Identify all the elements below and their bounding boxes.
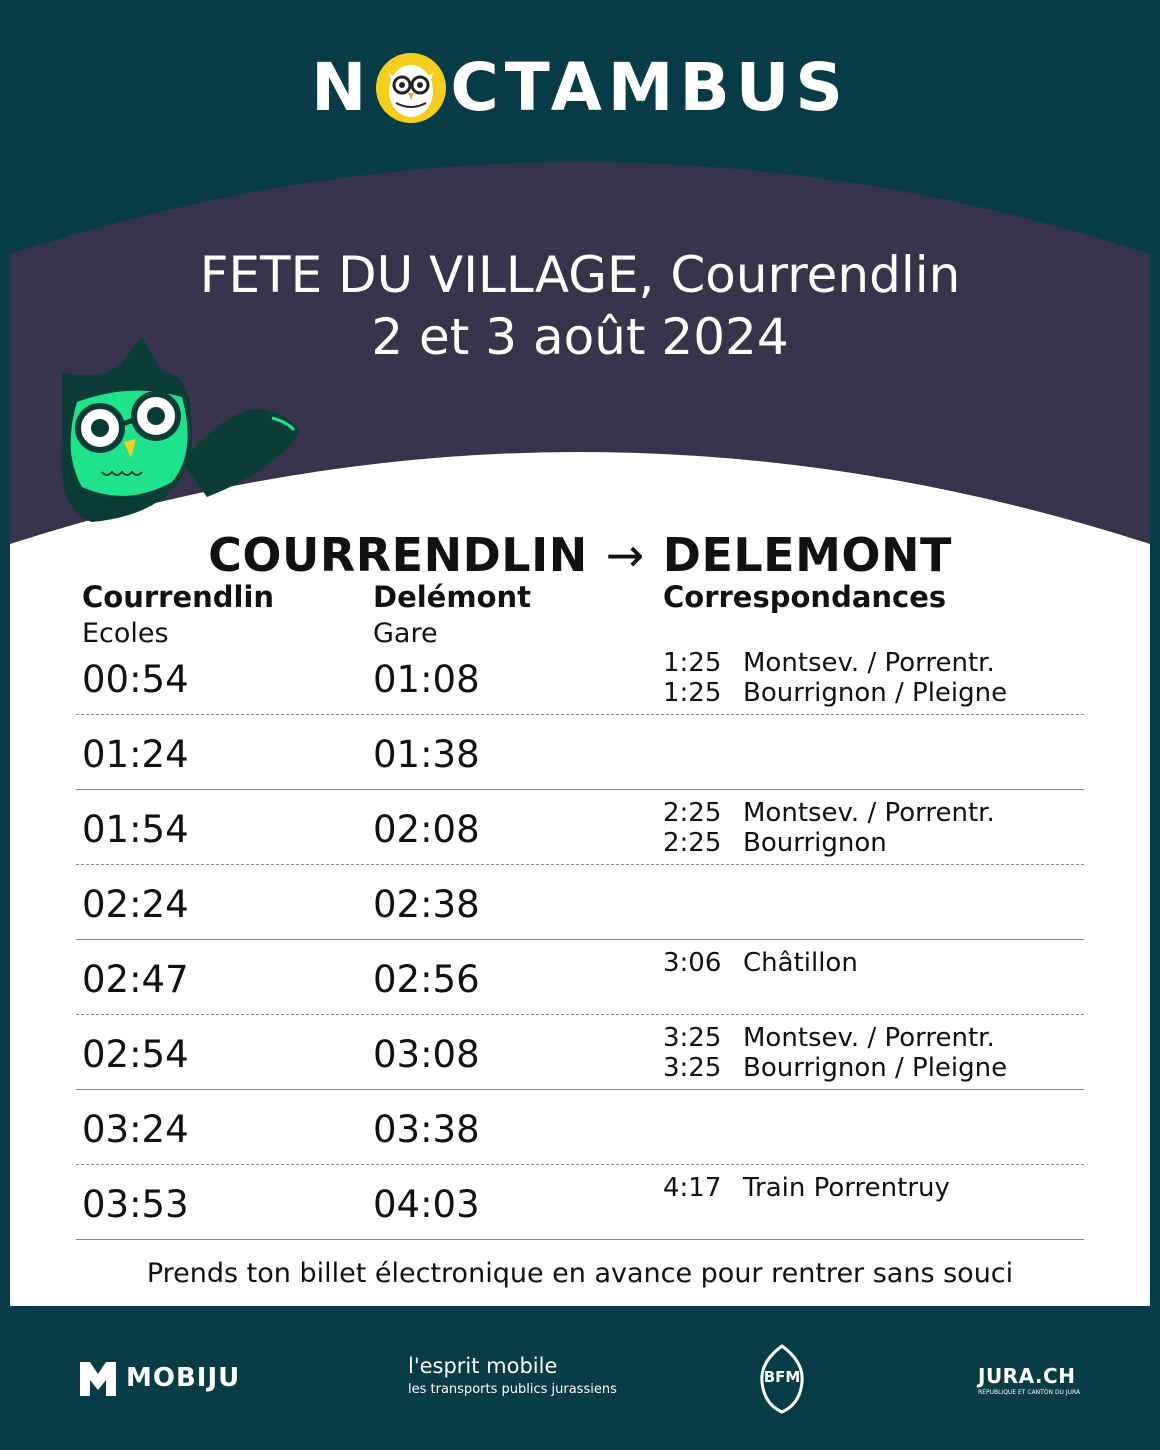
connection-destination: Bourrignon	[743, 828, 887, 858]
route-to: DELEMONT	[662, 528, 952, 582]
jura-ch-tagline: RÉPUBLIQUE ET CANTON DU JURA	[978, 1389, 1081, 1396]
connection-time: 1:25	[663, 678, 722, 708]
noctambus-logo	[0, 48, 1160, 128]
connections-cell	[663, 948, 858, 978]
connection-time: 1:25	[663, 648, 722, 678]
arrival-time: 02:08	[373, 808, 480, 851]
table-row	[76, 1015, 1084, 1090]
arrival-time: 03:38	[373, 1108, 480, 1151]
connections-cell	[663, 1173, 950, 1203]
mobiju-label: MOBIJU	[126, 1363, 241, 1393]
ticket-note: Prends ton billet électronique en avance pour rentrer sans souci	[146, 1258, 1014, 1289]
mobiju-logo	[78, 1358, 240, 1398]
table-row	[76, 1165, 1084, 1240]
mobiju-m-icon	[78, 1358, 118, 1398]
departure-time: 01:54	[82, 808, 189, 851]
arrival-time: 03:08	[373, 1033, 480, 1076]
event-title: FETE DU VILLAGE, Courrendlin	[199, 246, 961, 304]
departure-time: 00:54	[82, 658, 189, 701]
connection-time: 2:25	[663, 798, 722, 828]
bfm-logo	[752, 1342, 812, 1416]
connection-destination: Châtillon	[743, 948, 858, 978]
departure-column-title: Courrendlin	[82, 580, 275, 614]
table-row	[76, 940, 1084, 1015]
connection-time: 3:25	[663, 1053, 722, 1083]
route-heading	[0, 528, 1160, 582]
departure-time: 03:24	[82, 1108, 189, 1151]
jura-ch-logo	[978, 1364, 1080, 1396]
connection-time: 3:06	[663, 948, 722, 978]
bfm-label: BFM	[763, 1368, 801, 1386]
connections-column-title: Correspondances	[663, 580, 947, 614]
connection-destination: Bourrignon / Pleigne	[743, 678, 1008, 708]
table-row	[76, 1090, 1084, 1165]
connection-time: 3:25	[663, 1023, 722, 1053]
departure-time: 03:53	[82, 1183, 189, 1226]
event-date: 2 et 3 août 2024	[371, 308, 789, 366]
arrival-time: 01:08	[373, 658, 480, 701]
connection-destination: Montsev. / Porrentr.	[743, 798, 995, 828]
connection-destination: Bourrignon / Pleigne	[743, 1053, 1008, 1083]
arrival-column-subtitle: Gare	[373, 618, 438, 649]
departure-time: 02:47	[82, 958, 189, 1001]
table-row	[76, 715, 1084, 790]
departure-column-subtitle: Ecoles	[82, 618, 169, 649]
connection-destination: Montsev. / Porrentr.	[743, 1023, 995, 1053]
connections-cell	[663, 648, 1007, 708]
arrival-time: 02:56	[373, 958, 480, 1001]
departure-time: 02:24	[82, 883, 189, 926]
arrival-time: 02:38	[373, 883, 480, 926]
arrival-time: 01:38	[373, 733, 480, 776]
jura-ch-label: JURA.CH	[978, 1364, 1076, 1388]
esprit-mobile-label: l'esprit mobile	[408, 1354, 558, 1378]
brand-name-part: CTAMBUS	[450, 49, 849, 126]
table-row	[76, 865, 1084, 940]
connection-time: 4:17	[663, 1173, 722, 1203]
owl-mascot-illustration	[32, 322, 322, 532]
esprit-mobile-logo	[408, 1354, 617, 1397]
brand-name-part: N	[311, 49, 373, 126]
departure-time: 01:24	[82, 733, 189, 776]
connection-destination: Montsev. / Porrentr.	[743, 648, 995, 678]
table-row	[76, 640, 1084, 715]
connection-destination: Train Porrentruy	[743, 1173, 950, 1203]
route-from: COURRENDLIN	[208, 528, 588, 582]
departure-time: 02:54	[82, 1033, 189, 1076]
connections-cell	[663, 1023, 1007, 1083]
route-arrow-icon: →	[605, 528, 645, 582]
partner-logos	[0, 1340, 1160, 1430]
arrival-time: 04:03	[373, 1183, 480, 1226]
connections-cell	[663, 798, 995, 858]
esprit-mobile-tagline: les transports publics jurassiens	[408, 1382, 617, 1397]
timetable	[76, 640, 1084, 1240]
arrival-column-title: Delémont	[373, 580, 531, 614]
table-row	[76, 790, 1084, 865]
connection-time: 2:25	[663, 828, 722, 858]
owl-logo-icon	[374, 51, 448, 125]
row-divider	[76, 1239, 1084, 1240]
